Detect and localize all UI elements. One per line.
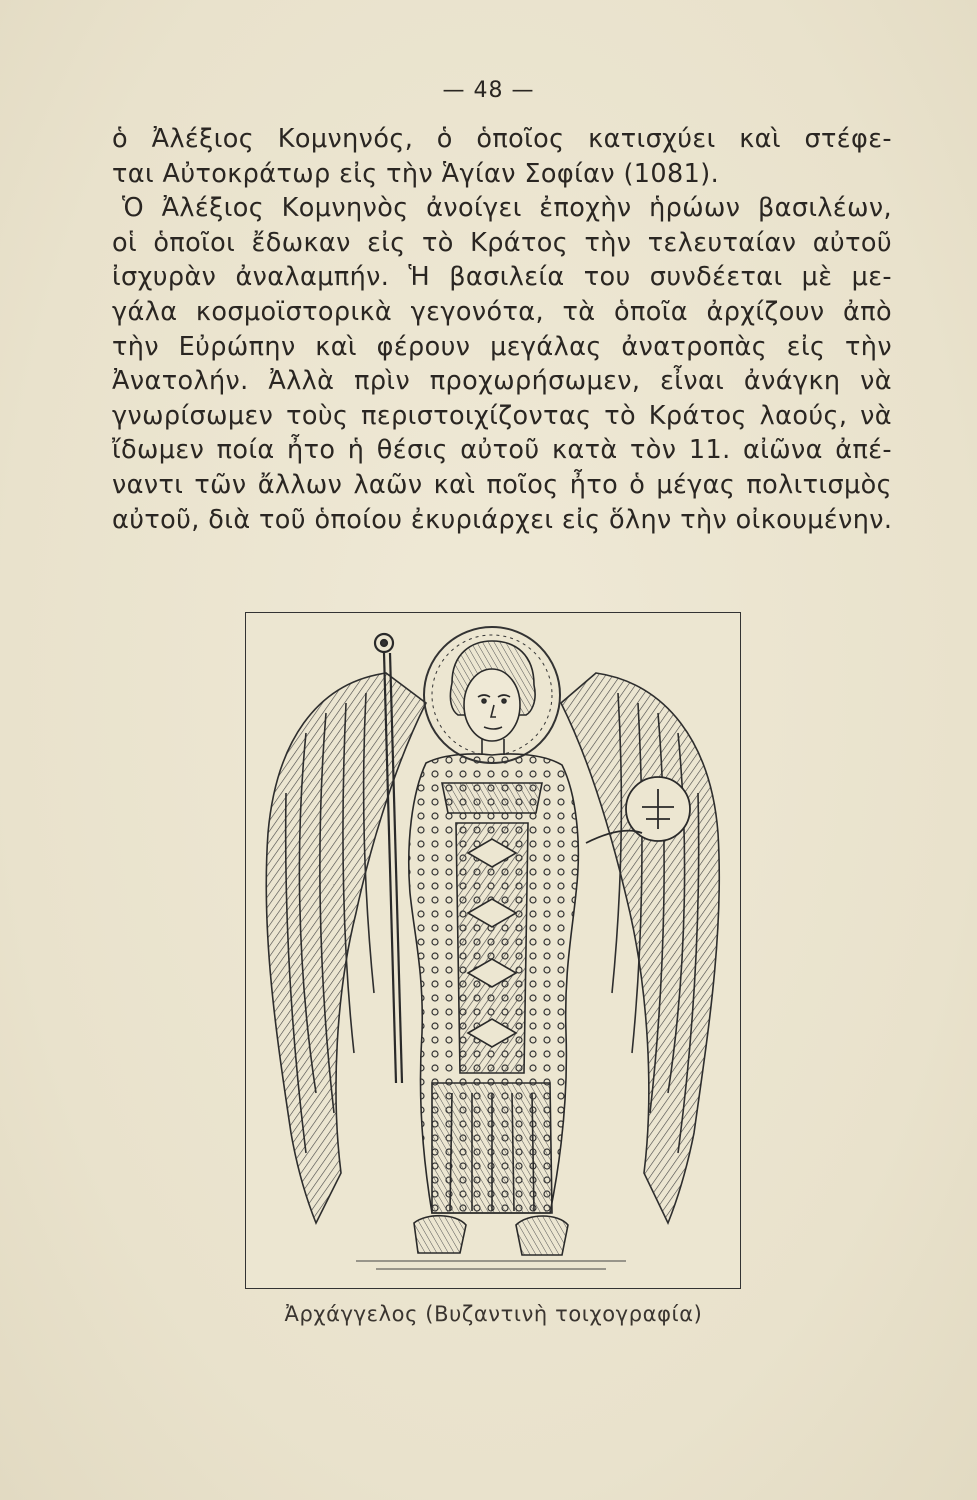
text-line: Ἀνατολήν. Ἀλλὰ πρὶν προχωρήσωμεν, εἶναι ἀνάγκη νὰ (112, 366, 892, 397)
text-line: τὴν Εὐρώπην καὶ φέρουν μεγάλας ἀνατροπὰς εἰς τὴν (112, 331, 892, 362)
feet (414, 1216, 568, 1255)
left-wing (266, 673, 426, 1223)
text-line: ται Αὐτοκράτωρ εἰς τὴν Ἁγίαν Σοφίαν (1081). (112, 158, 720, 189)
text-line: αὐτοῦ, διὰ τοῦ ὁποίου ἐκυριάρχει εἰς ὅλην τὴν οἰκουμένην. (112, 504, 893, 535)
right-wing (561, 673, 719, 1223)
text-line: ἴδωμεν ποία ἦτο ἡ θέσις αὐτοῦ κατὰ τὸν 11. αἰῶνα ἀπέ- (112, 435, 892, 466)
archangel-illustration (245, 612, 741, 1289)
text-line: οἱ ὁποῖοι ἔδωκαν εἰς τὸ Κράτος τὴν τελευταίαν αὐτοῦ (112, 227, 892, 258)
text-line: ναντι τῶν ἄλλων λαῶν καὶ ποῖος ἦτο ὁ μέγας πολιτισμὸς (112, 469, 892, 500)
text-line: γάλα κοσμοϊστορικὰ γεγονότα, τὰ ὁποῖα ἀρχίζουν ἀπὸ (112, 296, 892, 327)
paragraph (112, 122, 892, 537)
text-line: ὁ Ἀλέξιος Κομνηνός, ὁ ὁποῖος κατισχύει καὶ στέφε- (112, 124, 892, 154)
text-line: ἰσχυρὰν ἀναλαμπήν. Ἡ βασιλεία του συνδέεται μὲ με- (112, 262, 892, 293)
page-number: — 48 — (442, 78, 535, 103)
figure-caption: Ἀρχάγγελος (Βυζαντινὴ τοιχογραφία) (284, 1302, 703, 1326)
text-line: Ὁ Ἀλέξιος Κομνηνὸς ἀνοίγει ἐποχὴν ἡρώων βασιλέων, (122, 193, 892, 224)
head (450, 641, 535, 755)
text-line: γνωρίσωμεν τοὺς περιστοιχίζοντας τὸ Κράτος λαούς, νὰ (112, 400, 892, 431)
ground (356, 1261, 626, 1269)
robe (409, 754, 579, 1213)
archangel-engraving-icon (246, 613, 739, 1287)
